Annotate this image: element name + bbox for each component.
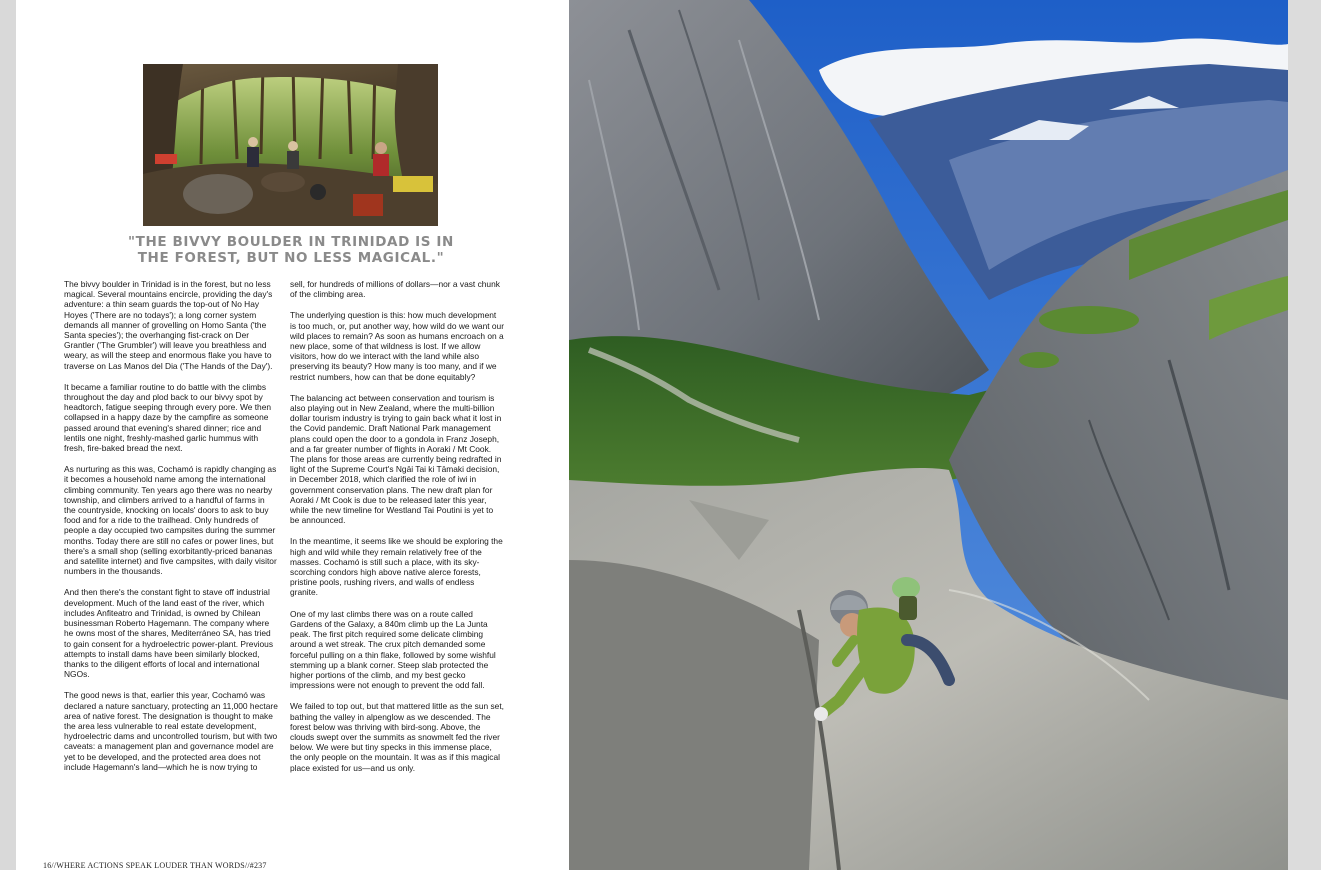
pull-quote: "THE BIVVY BOULDER IN TRINIDAD IS IN THE FOREST, BUT NO LESS MAGICAL." bbox=[128, 234, 454, 266]
text-column-right bbox=[290, 279, 504, 784]
page-folio: 16//WHERE ACTIONS SPEAK LOUDER THAN WORDS//#237 bbox=[43, 861, 267, 870]
left-page bbox=[16, 0, 568, 870]
climber-on-granite-photo bbox=[569, 0, 1288, 870]
paragraph: The balancing act between conservation and tourism is also playing out in New Zealand, where the multi-billion dollar tourism industry is trying to gain back what it lost in the Covid pandemic. Draft National Park management plans could open the door to a gondola in Franz Joseph, and a far greater number of flights in Aoraki / Mt Cook. The plans for those areas are currently being redrafted in light of the Supreme Court's Ngāi Tai ki Tāmaki decision, in December 2018, which clarified the role of iwi in government conservation plans. The new draft plan for Aoraki / Mt Cook is due to be released later this year, while the new timeline for Westland Tai Poutini is yet to be announced. bbox=[290, 392, 502, 526]
paragraph: It became a familiar routine to do battle with the climbs throughout the day and plod back to our bivvy spot by headtorch, fatigue seeping through every pore. We then collapsed in a happy daze by the campfire as someone passed around that evening's shared dinner; rice and lentils one night, freshly-mashed garlic hummus with fresh, fire-baked bread the next. bbox=[64, 381, 272, 454]
viewer-background bbox=[1288, 0, 1321, 870]
paragraph: And then there's the constant fight to stave off industrial development. Much of the land east of the river, which includes Anfiteatro and Trinidad, is owned by Chilean businessman Roberto Hagemann. The company where he owns most of the shares, Mediterráneo SA, has tried to gain consent for a hydroelectric power-plant. Previous attempts to install dams have been similarly blocked, thanks to the diligent efforts of local and international NGOs. bbox=[64, 587, 274, 680]
climber-photo-page bbox=[569, 0, 1288, 870]
paragraph: In the meantime, it seems like we should be exploring the high and wild while they remain relatively free of the masses. Cochamó is still such a place, with its sky-scorching condors high above native alerce forests, pristine pools, rushing rivers, and walls of endless granite. bbox=[290, 536, 503, 598]
bivvy-boulder-photo bbox=[143, 64, 438, 226]
paragraph: We failed to top out, but that mattered little as the sun set, bathing the valley in alpenglow as we descended. The forest below was thriving with bird-song. Above, the clouds swept over the summits as snowmelt fed the river below. We were but tiny specks in this immense place, the only people on the mountain. It was as if this magical place existed for us—and us only. bbox=[290, 701, 504, 773]
paragraph: sell, for hundreds of millions of dollars—nor a vast chunk of the climbing area. bbox=[290, 279, 500, 300]
paragraph: As nurturing as this was, Cochamó is rapidly changing as it becomes a household name among the international climbing community. Ten years ago there was no nearby township, and climbers arrived to a handful of farms in the countryside, knocking on locals' doors to ask to buy food and for a ride to the trailhead. Only hundreds of people a day occupied two campsites during the summer months. Today there are still no cafes or power lines, but there's a small shop (selling exorbitantly-priced bananas and satellite internet) and five campsites, with daily visitor numbers in the thousands. bbox=[64, 464, 277, 577]
paragraph: One of my last climbs there was on a route called Gardens of the Galaxy, a 840m climb up the La Junta peak. The first pitch required some delicate climbing around a wet streak. The crux pitch demanded some forceful pulling on a thin flake, followed by some wishful stemming up a blank corner. Steep slab protected the higher portions of the climb, and my best gecko impressions were not enough to prevent the odd fall. bbox=[290, 608, 496, 691]
text-column-left bbox=[64, 279, 278, 783]
paragraph: The good news is that, earlier this year, Cochamó was declared a nature sanctuary, protecting an 11,000 hectare area of native forest. The designation is thought to make the area less vulnerable to real estate development, hydroelectric dams and uncontrolled tourism, but with two caveats: a management plan and governance model are yet to be developed, and the protected area does not include Hagemann's land—which he is now trying to bbox=[64, 690, 278, 772]
paragraph: The underlying question is this: how much development is too much, or, put another way, how wild do we want our wild places to remain? As soon as humans encroach on a new place, some of that wildness is lost. If we allow visitors, how do we interact with the land while also preserving its beauty? How many is too many, and if we restrict numbers, how can that be done equitably? bbox=[290, 310, 504, 382]
paragraph: The bivvy boulder in Trinidad is in the forest, but no less magical. Several mountains encircle, providing the day's adventure: a thin seam guards the top-out of No Hay Hoyes ('There are no todays'); a long corner system demands all manner of grovelling on Homo Santa ('the Santa species'); the overhanging fist-crack on Der Grantler ('The Grumbler') will leave you breathless and weary, as will the steep and enormous flake you have to traverse on Las Manos del Dia ('The Hands of the Day'). bbox=[64, 279, 273, 371]
magazine-spread bbox=[16, 0, 1288, 870]
